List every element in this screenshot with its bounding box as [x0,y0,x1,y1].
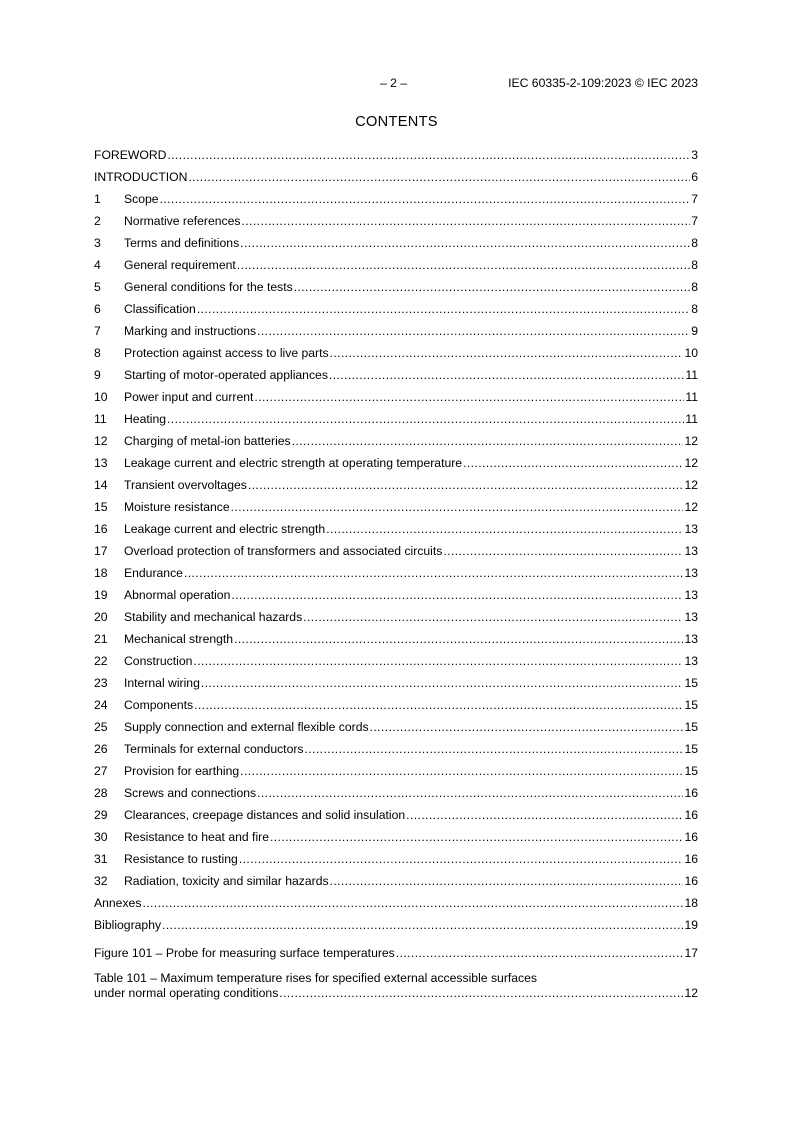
toc-entry[interactable] [94,518,698,540]
toc-entry[interactable] [94,342,698,364]
toc-entry[interactable] [94,254,698,276]
dot-leader [167,144,690,166]
toc-entry[interactable] [94,386,698,408]
toc-entry[interactable] [94,606,698,628]
toc-entry-page: 16 [684,808,698,822]
toc-entry-page: 12 [684,456,698,470]
dot-leader [239,848,684,870]
toc-entry-page: 13 [684,566,698,580]
dot-leader [234,628,683,650]
dot-leader [237,254,690,276]
toc-entry-label: Table 101 – Maximum temperature rises for specified external accessible surfaces [94,971,538,985]
page-header [94,76,698,92]
dot-leader [406,804,683,826]
toc-entry-number: 19 [94,588,108,602]
toc-entry-label: Stability and mechanical hazards [124,610,303,624]
dot-leader [329,364,684,386]
toc-entry-number: 12 [94,434,108,448]
toc-entry[interactable] [94,870,698,892]
toc-entry[interactable] [94,650,698,672]
toc-entry-label: Charging of metal-ion batteries [124,434,291,448]
dot-leader [240,760,683,782]
toc-entry-page: 6 [691,170,698,184]
dot-leader [396,946,684,961]
toc-entry-page: 13 [684,522,698,536]
toc-entry-page: 13 [684,588,698,602]
toc-entry[interactable] [94,914,698,936]
toc-entry-label: Leakage current and electric strength at operating temperature [124,456,463,470]
toc-entry[interactable] [94,430,698,452]
dot-leader [463,452,683,474]
toc-entry[interactable] [94,474,698,496]
toc-entry-page: 15 [684,676,698,690]
toc-entry-label: Resistance to heat and fire [124,830,269,844]
toc-entry[interactable] [94,188,698,210]
toc-entry[interactable] [94,892,698,914]
dot-leader [248,474,684,496]
dot-leader [303,606,683,628]
toc-entry-number: 31 [94,852,108,866]
toc-entry-number: 29 [94,808,108,822]
toc-entry[interactable] [94,716,698,738]
dot-leader [162,914,683,936]
toc-entry[interactable] [94,760,698,782]
dot-leader [194,694,683,716]
toc-entry[interactable] [94,562,698,584]
page-title: CONTENTS [355,114,438,130]
toc-entry[interactable] [94,276,698,298]
dot-leader [201,672,684,694]
toc-entry[interactable] [94,694,698,716]
dot-leader [326,518,683,540]
dot-leader [184,562,683,584]
toc-entry[interactable] [94,298,698,320]
toc-entry[interactable] [94,672,698,694]
toc-entry-number: 27 [94,764,108,778]
toc-entry-page: 17 [684,946,698,960]
toc-entry-page: 7 [691,214,698,228]
toc-entry-page: 11 [685,412,698,426]
toc-entry-number: 2 [94,214,101,228]
toc-entry-page: 7 [691,192,698,206]
toc-entry-page: 13 [684,654,698,668]
toc-entry[interactable] [94,232,698,254]
toc-entry[interactable] [94,826,698,848]
toc-entry-label: Normative references [124,214,241,228]
toc-entry-number: 7 [94,324,101,338]
toc-entry-page: 11 [685,390,698,404]
toc-entry-number: 16 [94,522,108,536]
toc-entry-page: 13 [684,632,698,646]
toc-entry-number: 9 [94,368,101,382]
dot-leader [197,298,690,320]
toc-entry[interactable] [94,364,698,386]
toc-entry[interactable] [94,166,698,188]
toc-entry-number: 10 [94,390,108,404]
toc-entry[interactable] [94,804,698,826]
toc-entry-number: 13 [94,456,108,470]
toc-entry-number: 24 [94,698,108,712]
toc-entry-page: 11 [685,368,698,382]
toc-entry-number: 4 [94,258,101,272]
toc-entry-page: 15 [684,698,698,712]
toc-entry[interactable] [94,628,698,650]
toc-entry-label: Transient overvoltages [124,478,247,492]
toc-entry-page: 12 [684,478,698,492]
dot-leader [160,188,691,210]
toc-entry[interactable] [94,452,698,474]
dot-leader [231,496,684,518]
toc-entry[interactable] [94,986,698,1001]
toc-entry-label: under normal operating conditions [94,986,279,1000]
toc-entry[interactable] [94,540,698,562]
toc-entry-label: Protection against access to live parts [124,346,329,360]
toc-entry-label: Figure 101 – Probe for measuring surface temperatures [94,946,395,960]
toc-entry-number: 14 [94,478,108,492]
toc-entry[interactable] [94,946,698,961]
dot-leader [193,650,683,672]
toc-entry-page: 9 [691,324,698,338]
toc-entry[interactable] [94,408,698,430]
dot-leader [370,716,684,738]
toc-entry-page: 13 [684,544,698,558]
toc-entry-number: 8 [94,346,101,360]
toc-entry-label: Resistance to rusting [124,852,238,866]
toc-entry-label: Annexes [94,896,142,910]
page-number: – 2 – [380,76,408,90]
dot-leader [231,584,683,606]
toc-entry[interactable] [94,144,698,166]
toc-entry-label: Construction [124,654,193,668]
toc-entry-label: Heating [124,412,167,426]
toc-entry-label: General requirement [124,258,236,272]
toc-entry-label: Provision for earthing [124,764,240,778]
toc-entry-label: Bibliography [94,918,162,932]
toc-entry-page: 8 [691,258,698,272]
dot-leader [254,386,684,408]
toc-entry-label: Clearances, creepage distances and solid insulation [124,808,406,822]
toc-entry-label: Supply connection and external flexible cords [124,720,369,734]
toc-entry-number: 26 [94,742,108,756]
back-matter-list [94,892,698,936]
toc-entry-page: 16 [684,874,698,888]
toc-entry-page: 15 [684,764,698,778]
toc-entry[interactable] [94,738,698,760]
dot-leader [188,166,690,188]
toc-entry-number: 32 [94,874,108,888]
toc-entry-label: Power input and current [124,390,254,404]
figure-list [94,946,698,961]
dot-leader [167,408,684,430]
clause-list [94,188,698,892]
toc-entry-page: 15 [684,742,698,756]
toc-entry-page: 16 [684,852,698,866]
standard-reference: IEC 60335-2-109:2023 © IEC 2023 [508,76,698,90]
toc-entry-page: 16 [684,830,698,844]
toc-entry-number: 15 [94,500,108,514]
toc-entry-label: Scope [124,192,159,206]
toc-entry-label: Terminals for external conductors [124,742,304,756]
toc-entry-label: Leakage current and electric strength [124,522,326,536]
toc-entry-page: 12 [684,986,698,1000]
toc-entry-page: 3 [691,148,698,162]
dot-leader [240,232,690,254]
toc-entry-label: Components [124,698,194,712]
toc-entry-label: Marking and instructions [124,324,257,338]
toc-entry-label: Internal wiring [124,676,200,690]
dot-leader [142,892,683,914]
table-list [94,971,698,1001]
toc-entry-page: 8 [691,280,698,294]
toc-entry[interactable] [94,584,698,606]
toc-entry-line [94,971,698,986]
toc-entry-number: 17 [94,544,108,558]
toc-entry-label: Mechanical strength [124,632,234,646]
dot-leader [242,210,691,232]
dot-leader [330,870,684,892]
toc-entry-page: 12 [684,434,698,448]
toc-entry-page: 8 [691,302,698,316]
toc-entry-label: Radiation, toxicity and similar hazards [124,874,329,888]
toc-entry[interactable] [94,496,698,518]
toc-entry-label: Screws and connections [124,786,257,800]
toc-entry-number: 21 [94,632,108,646]
dot-leader [257,782,683,804]
toc-entry-label: INTRODUCTION [94,170,188,184]
toc-entry-label: Starting of motor-operated appliances [124,368,328,382]
toc-entry-label: General conditions for the tests [124,280,293,294]
toc-entry-number: 30 [94,830,108,844]
toc-entry-label: Abnormal operation [124,588,231,602]
toc-entry[interactable] [94,210,698,232]
toc-entry-number: 22 [94,654,108,668]
toc-entry-page: 13 [684,610,698,624]
toc-entry-label: Classification [124,302,196,316]
toc-entry-page: 10 [684,346,698,360]
toc-entry[interactable] [94,782,698,804]
toc-entry-page: 16 [684,786,698,800]
toc-entry[interactable] [94,848,698,870]
toc-entry-number: 20 [94,610,108,624]
toc-entry-number: 1 [94,192,101,206]
dot-leader [270,826,683,848]
toc-entry-number: 5 [94,280,101,294]
toc-entry-page: 12 [684,500,698,514]
dot-leader [292,430,684,452]
dot-leader [305,738,684,760]
toc-entry-label: Overload protection of transformers and associated circuits [124,544,443,558]
toc-entry-page: 18 [684,896,698,910]
toc-entry-label: Terms and definitions [124,236,240,250]
toc-entry-number: 6 [94,302,101,316]
toc-entry-label: Moisture resistance [124,500,230,514]
table-of-contents [94,144,698,1001]
toc-entry-page: 8 [691,236,698,250]
toc-entry[interactable] [94,320,698,342]
front-matter-list [94,144,698,188]
toc-entry-page: 15 [684,720,698,734]
toc-entry-number: 25 [94,720,108,734]
toc-entry-number: 18 [94,566,108,580]
dot-leader [294,276,691,298]
toc-entry-number: 23 [94,676,108,690]
toc-entry-label: FOREWORD [94,148,167,162]
dot-leader [443,540,683,562]
dot-leader [330,342,684,364]
toc-entry-number: 3 [94,236,101,250]
dot-leader [279,986,683,1001]
dot-leader [257,320,690,342]
toc-entry-page: 19 [684,918,698,932]
toc-entry-label: Endurance [124,566,183,580]
toc-entry-number: 11 [94,412,107,426]
toc-entry-number: 28 [94,786,108,800]
